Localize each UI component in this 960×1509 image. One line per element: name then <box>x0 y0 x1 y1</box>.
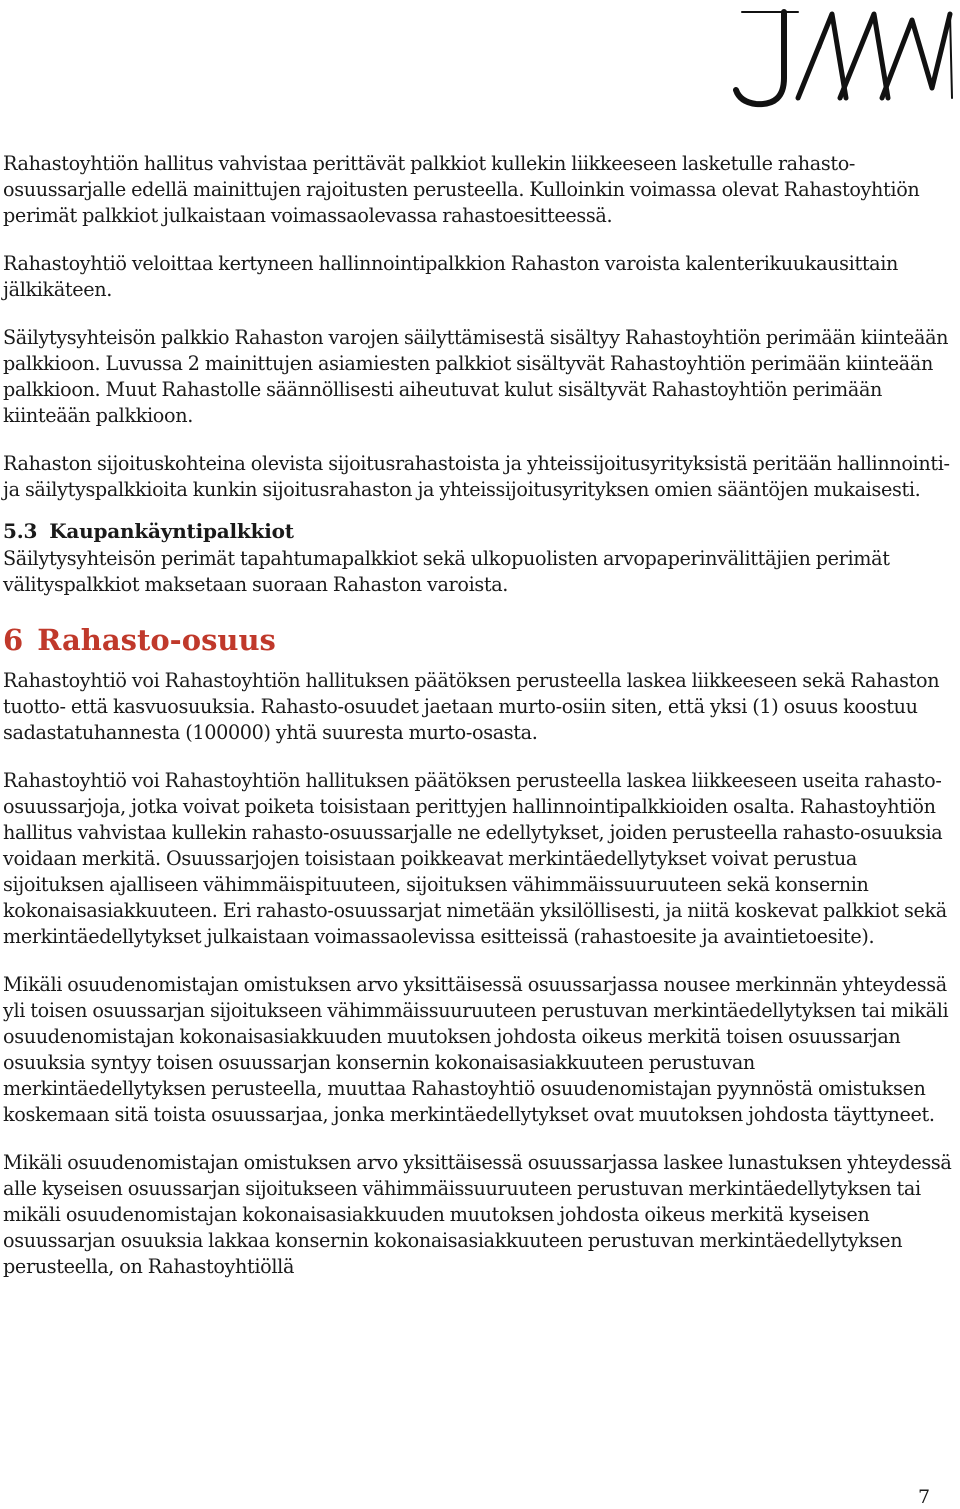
paragraph-management-fee-billing: Rahastoyhtiö veloittaa kertyneen hallinnointipalkkion Rahaston varoista kalenterikuukausittain jälkikäteen. <box>3 252 899 301</box>
section-5-3-heading <box>3 518 953 544</box>
paragraph-target-fund-fees: Rahaston sijoituskohteina olevista sijoitusrahastoista ja yhteissijoitusyrityksistä peritään hallinnointi- ja säilytyspalkkioita kunkin sijoitusrahaston ja yhteissijoitusyrityksen omien sääntöjen mukaisesti. <box>3 452 950 501</box>
section-6-heading <box>3 620 953 660</box>
section-5-3-title: Kaupankäyntipalkkiot <box>49 519 294 543</box>
section-6-title: Rahasto-osuus <box>37 623 276 657</box>
section-5-3-number: 5.3 <box>3 519 38 543</box>
paragraph-series-downgrade: Mikäli osuudenomistajan omistuksen arvo yksittäisessä osuussarjassa laskee lunastuksen yhteydessä alle kyseisen osuussarjan sijoitukseen vähimmäissuuruuteen perustuvan merkintäedellytyksen tai mikäli osuudenomistajan kokonaisasiakkuuden muutoksen johdosta oikeus merkitä kyseisen osuussarjan osuuksia lakkaa konsernin kokonaisasiakkuuteen perustuvan merkintäedellytyksen perusteella, on Rahastoyhtiöllä <box>3 1151 952 1278</box>
document-body <box>3 151 953 1302</box>
paragraph-unit-types: Rahastoyhtiö voi Rahastoyhtiön hallituksen päätöksen perusteella laskea liikkeeseen sekä Rahaston tuotto- että kasvuosuuksia. Rahasto-osuudet jaetaan murto-osiin siten, että yksi (1) osuus koostuu sadastatuhannesta (100000) yhtä suuresta murto-osasta. <box>3 669 940 744</box>
page-number: 7 <box>918 1486 931 1508</box>
jam-logo <box>728 6 956 112</box>
paragraph-trading-fees: Säilytysyhteisön perimät tapahtumapalkkiot sekä ulkopuolisten arvopaperinvälittäjien perimät välityspalkkiot maksetaan suoraan Rahaston varoista. <box>3 547 890 596</box>
paragraph-custody-fee: Säilytysyhteisön palkkio Rahaston varojen säilyttämisestä sisältyy Rahastoyhtiön perimään kiinteään palkkioon. Luvussa 2 mainittujen asiamiesten palkkiot sisältyvät Rahastoyhtiön perimään kiinteään palkkioon. Muut Rahastolle säännöllisesti aiheutuvat kulut sisältyvät Rahastoyhtiön perimään kiinteään palkkioon. <box>3 326 949 427</box>
jam-logo-icon <box>728 6 956 112</box>
section-6-number: 6 <box>3 623 24 657</box>
paragraph-series-upgrade: Mikäli osuudenomistajan omistuksen arvo yksittäisessä osuussarjassa nousee merkinnän yhteydessä yli toisen osuussarjan sijoitukseen vähimmäissuuruuteen perustuvan merkintäedellytyksen tai mikäli osuudenomistajan kokonaisasiakkuuden muutoksen johdosta oikeus merkitä toisen osuussarjan osuuksia syntyy toisen osuussarjan konsernin kokonaisasiakkuuteen perustuvan merkintäedellytyksen perusteella, muuttaa Rahastoyhtiö osuudenomistajan pyynnöstä omistuksen koskemaan sitä toista osuussarjaa, jonka merkintäedellytykset ovat muutoksen johdosta täyttyneet. <box>3 973 949 1126</box>
paragraph-fees-approval: Rahastoyhtiön hallitus vahvistaa perittävät palkkiot kullekin liikkeeseen lasketulle rahasto-osuussarjalle edellä mainittujen rajoitusten perusteella. Kulloinkin voimassa olevat Rahastoyhtiön perimät palkkiot julkaistaan voimassaolevassa rahastoesitteessä. <box>3 152 920 227</box>
paragraph-unit-series: Rahastoyhtiö voi Rahastoyhtiön hallituksen päätöksen perusteella laskea liikkeeseen useita rahasto-osuussarjoja, jotka voivat poiketa toisistaan perittyjen hallinnointipalkkioiden osalta. Rahastoyhtiön hallitus vahvistaa kullekin rahasto-osuussarjalle ne edellytykset, joiden perusteella rahasto-osuuksia voidaan merkitä. Osuussarjojen toisistaan poikkeavat merkintäedellytykset voivat perustua sijoituksen ajalliseen vähimmäispituuteen, sijoituksen vähimmäissuuruuteen sekä konsernin kokonaisasiakkuuteen. Eri rahasto-osuussarjat nimetään yksilöllisesti, ja niitä koskevat palkkiot sekä merkintäedellytykset julkaistaan voimassaolevissa esitteissä (rahastoesite ja avaintietoesite). <box>3 769 947 948</box>
